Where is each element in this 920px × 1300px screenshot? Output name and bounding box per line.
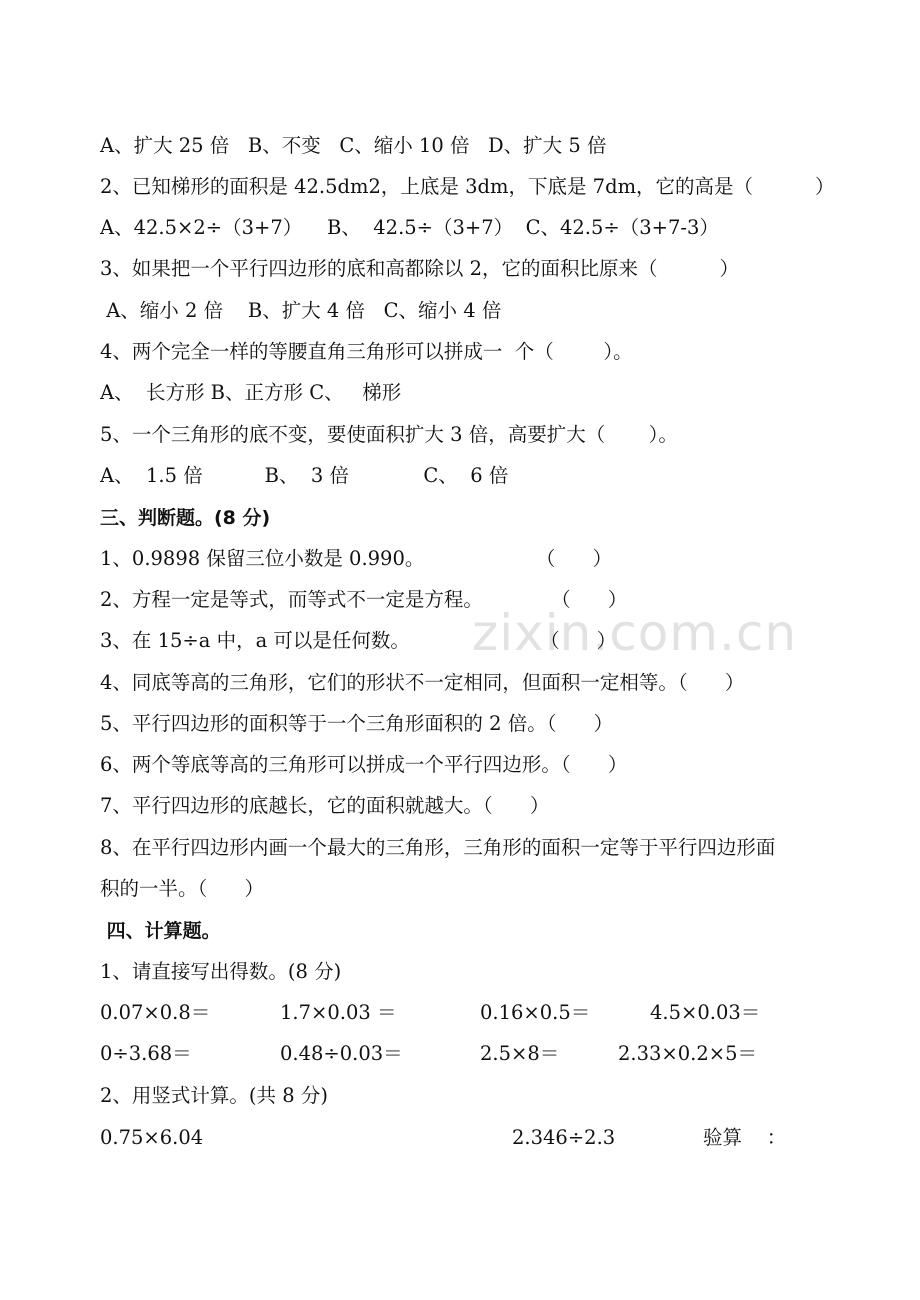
- vertical-calc-title: 2、用竖式计算。(共 8 分): [100, 1084, 328, 1107]
- q2-options: A、42.5×2÷（3+7） B、 42.5÷（3+7） C、42.5÷（3+7-3）: [100, 216, 719, 239]
- calc-item: 0.16×0.5＝: [480, 1001, 591, 1024]
- q5-options: A、 1.5 倍 B、 3 倍 C、 6 倍: [100, 464, 509, 487]
- q3-text: 3、如果把一个平行四边形的底和高都除以 2，它的面积比原来（ ）: [100, 257, 739, 280]
- calc-item: 2.33×0.2×5＝: [618, 1042, 758, 1065]
- calculation-heading: 四、计算题。: [100, 920, 221, 942]
- q4-text: 4、两个完全一样的等腰直角三角形可以拼成一 个（ ）。: [100, 340, 633, 363]
- calc-item: 0.48÷0.03＝: [280, 1042, 403, 1065]
- q3-options: A、缩小 2 倍 B、扩大 4 倍 C、缩小 4 倍: [100, 299, 502, 322]
- judgement-item: 5、平行四边形的面积等于一个三角形面积的 2 倍。（ ）: [100, 712, 614, 735]
- q1-options: A、扩大 25 倍 B、不变 C、缩小 10 倍 D、扩大 5 倍: [100, 134, 607, 157]
- calc-item: 0÷3.68＝: [100, 1042, 192, 1065]
- vertical-item: 0.75×6.04: [100, 1126, 204, 1149]
- q2-text: 2、已知梯形的面积是 42.5dm2，上底是 3dm，下底是 7dm，它的高是（ ）: [100, 175, 835, 198]
- judgement-item: 7、平行四边形的底越长，它的面积就越大。（ ）: [100, 794, 550, 817]
- judgement-item: 8、在平行四边形内画一个最大的三角形，三角形的面积一定等于平行四边形面: [100, 836, 776, 859]
- judgement-item: 6、两个等底等高的三角形可以拼成一个平行四边形。（ ）: [100, 753, 628, 776]
- calc-item: 0.07×0.8＝: [100, 1001, 211, 1024]
- verification-label: 验算 ：: [703, 1126, 787, 1149]
- watermark: zixin.com.cn: [472, 604, 798, 662]
- judgement-item: 4、同底等高的三角形，它们的形状不一定相同，但面积一定相等。（ ）: [100, 671, 745, 694]
- judgement-item: 3、在 15÷a 中，a 可以是任何数。 （ ）: [100, 629, 617, 652]
- calc-item: 1.7×0.03 ＝: [280, 1001, 397, 1024]
- vertical-item: 2.346÷2.3: [512, 1126, 616, 1149]
- q5-text: 5、一个三角形的底不变，要使面积扩大 3 倍，高要扩大（ ）。: [100, 423, 678, 446]
- judgement-item: 2、方程一定是等式，而等式不一定是方程。 （ ）: [100, 588, 628, 611]
- judgement-item: 积的一半。（ ）: [100, 877, 264, 900]
- direct-calc-title: 1、请直接写出得数。(8 分): [100, 960, 342, 983]
- calc-item: 4.5×0.03＝: [650, 1001, 761, 1024]
- judgement-heading: 三、判断题。(8 分): [100, 507, 271, 529]
- q4-options: A、 长方形 B、正方形 C、 梯形: [100, 381, 402, 404]
- judgement-item: 1、0.9898 保留三位小数是 0.990。 （ ）: [100, 547, 613, 570]
- calc-item: 2.5×8＝: [480, 1042, 560, 1065]
